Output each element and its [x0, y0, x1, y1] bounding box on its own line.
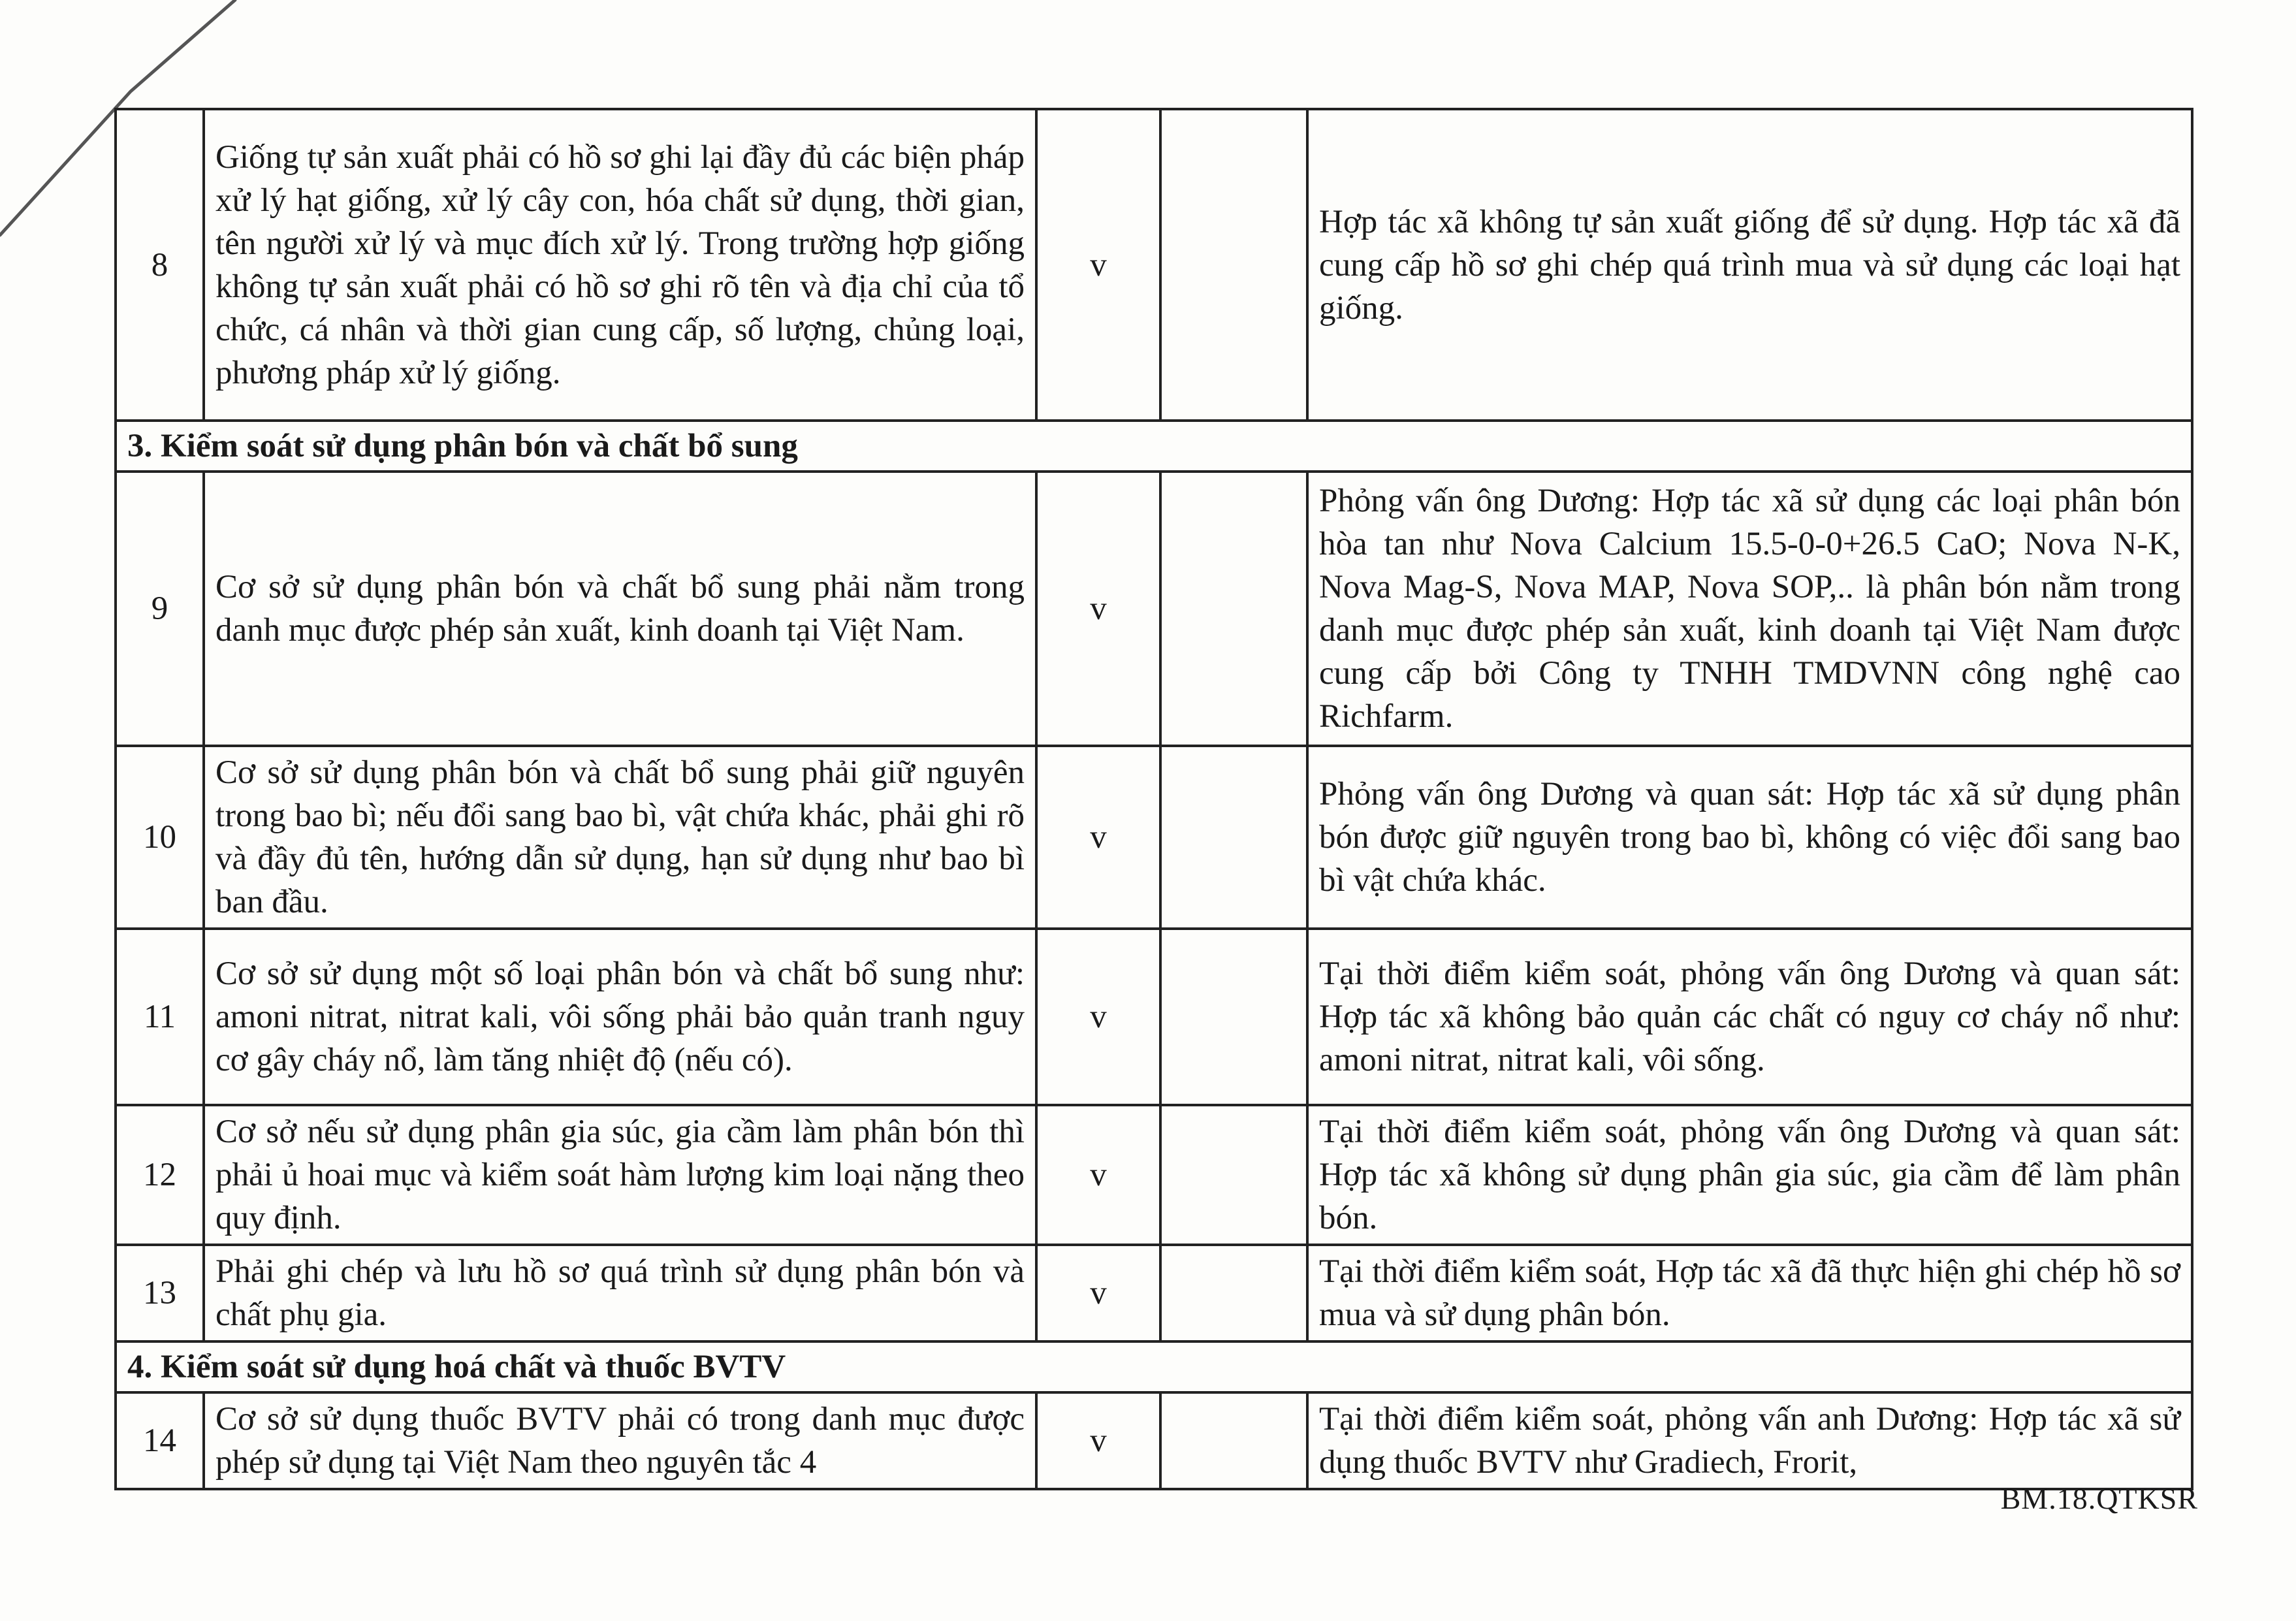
table-row-10	[116, 746, 2192, 929]
row-number: 10	[116, 746, 204, 929]
empty-cell	[1160, 472, 1307, 746]
assessment-note: Tại thời điểm kiểm soát, phỏng vấn ông Dương và quan sát: Hợp tác xã không bảo quản các chất có nguy cơ cháy nổ như: amoni nitrat, nitrat kali, vôi sống.	[1307, 929, 2192, 1105]
row-number: 14	[116, 1392, 204, 1489]
section-row-3	[116, 421, 2192, 472]
section-heading: 3. Kiểm soát sử dụng phân bón và chất bổ sung	[116, 421, 2192, 472]
check-mark: v	[1036, 929, 1160, 1105]
row-number: 13	[116, 1245, 204, 1341]
check-mark: v	[1036, 1105, 1160, 1245]
table-row-9	[116, 472, 2192, 746]
assessment-note: Tại thời điểm kiểm soát, phỏng vấn anh Dương: Hợp tác xã sử dụng thuốc BVTV như Gradiech, Frorit,	[1307, 1392, 2192, 1489]
table-row-12	[116, 1105, 2192, 1245]
row-number: 9	[116, 472, 204, 746]
table-row-13	[116, 1245, 2192, 1341]
empty-cell	[1160, 1105, 1307, 1245]
assessment-note: Tại thời điểm kiểm soát, phỏng vấn ông Dương và quan sát: Hợp tác xã không sử dụng phân gia súc, gia cầm để làm phân bón.	[1307, 1105, 2192, 1245]
empty-cell	[1160, 109, 1307, 421]
table-row-14	[116, 1392, 2192, 1489]
section-heading: 4. Kiểm soát sử dụng hoá chất và thuốc BVTV	[116, 1341, 2192, 1392]
empty-cell	[1160, 1392, 1307, 1489]
check-mark: v	[1036, 109, 1160, 421]
assessment-note: Hợp tác xã không tự sản xuất giống để sử dụng. Hợp tác xã đã cung cấp hồ sơ ghi chép quá trình mua và sử dụng các loại hạt giống.	[1307, 109, 2192, 421]
check-mark: v	[1036, 1392, 1160, 1489]
checklist-table	[114, 108, 2193, 1490]
form-code: BM.18.QTKSR	[2000, 1482, 2198, 1515]
requirement-text: Cơ sở sử dụng phân bón và chất bổ sung phải nằm trong danh mục được phép sản xuất, kinh doanh tại Việt Nam.	[204, 472, 1036, 746]
empty-cell	[1160, 929, 1307, 1105]
table-row-11	[116, 929, 2192, 1105]
requirement-text: Cơ sở sử dụng phân bón và chất bổ sung phải giữ nguyên trong bao bì; nếu đổi sang bao bì, vật chứa khác, phải ghi rõ và đầy đủ tên, hướng dẫn sử dụng, hạn sử dụng như bao bì ban đầu.	[204, 746, 1036, 929]
empty-cell	[1160, 746, 1307, 929]
requirement-text: Cơ sở sử dụng thuốc BVTV phải có trong danh mục được phép sử dụng tại Việt Nam theo nguyên tắc 4	[204, 1392, 1036, 1489]
row-number: 8	[116, 109, 204, 421]
row-number: 11	[116, 929, 204, 1105]
assessment-note: Tại thời điểm kiểm soát, Hợp tác xã đã thực hiện ghi chép hồ sơ mua và sử dụng phân bón.	[1307, 1245, 2192, 1341]
assessment-note: Phỏng vấn ông Dương: Hợp tác xã sử dụng các loại phân bón hòa tan như Nova Calcium 15.5-0-0+26.5 CaO; Nova N-K, Nova Mag-S, Nova MAP, Nova SOP,.. là phân bón nằm trong danh mục được phép sản xuất, kinh doanh tại Việt Nam được cung cấp bởi Công ty TNHH TMDVNN công nghệ cao Richfarm.	[1307, 472, 2192, 746]
requirement-text: Giống tự sản xuất phải có hồ sơ ghi lại đầy đủ các biện pháp xử lý hạt giống, xử lý cây con, hóa chất sử dụng, thời gian, tên người xử lý và mục đích xử lý. Trong trường hợp giống không tự sản xuất phải có hồ sơ ghi rõ tên và địa chỉ của tổ chức, cá nhân và thời gian cung cấp, số lượng, chủng loại, phương pháp xử lý giống.	[204, 109, 1036, 421]
requirement-text: Phải ghi chép và lưu hồ sơ quá trình sử dụng phân bón và chất phụ gia.	[204, 1245, 1036, 1341]
requirement-text: Cơ sở nếu sử dụng phân gia súc, gia cầm làm phân bón thì phải ủ hoai mục và kiểm soát hàm lượng kim loại nặng theo quy định.	[204, 1105, 1036, 1245]
requirement-text: Cơ sở sử dụng một số loại phân bón và chất bổ sung như: amoni nitrat, nitrat kali, vôi sống phải bảo quản tranh nguy cơ gây cháy nổ, làm tăng nhiệt độ (nếu có).	[204, 929, 1036, 1105]
check-mark: v	[1036, 1245, 1160, 1341]
assessment-note: Phỏng vấn ông Dương và quan sát: Hợp tác xã sử dụng phân bón được giữ nguyên trong bao bì, không có việc đổi sang bao bì vật chứa khác.	[1307, 746, 2192, 929]
table-row-8	[116, 109, 2192, 421]
empty-cell	[1160, 1245, 1307, 1341]
check-mark: v	[1036, 746, 1160, 929]
section-row-4	[116, 1341, 2192, 1392]
check-mark: v	[1036, 472, 1160, 746]
row-number: 12	[116, 1105, 204, 1245]
